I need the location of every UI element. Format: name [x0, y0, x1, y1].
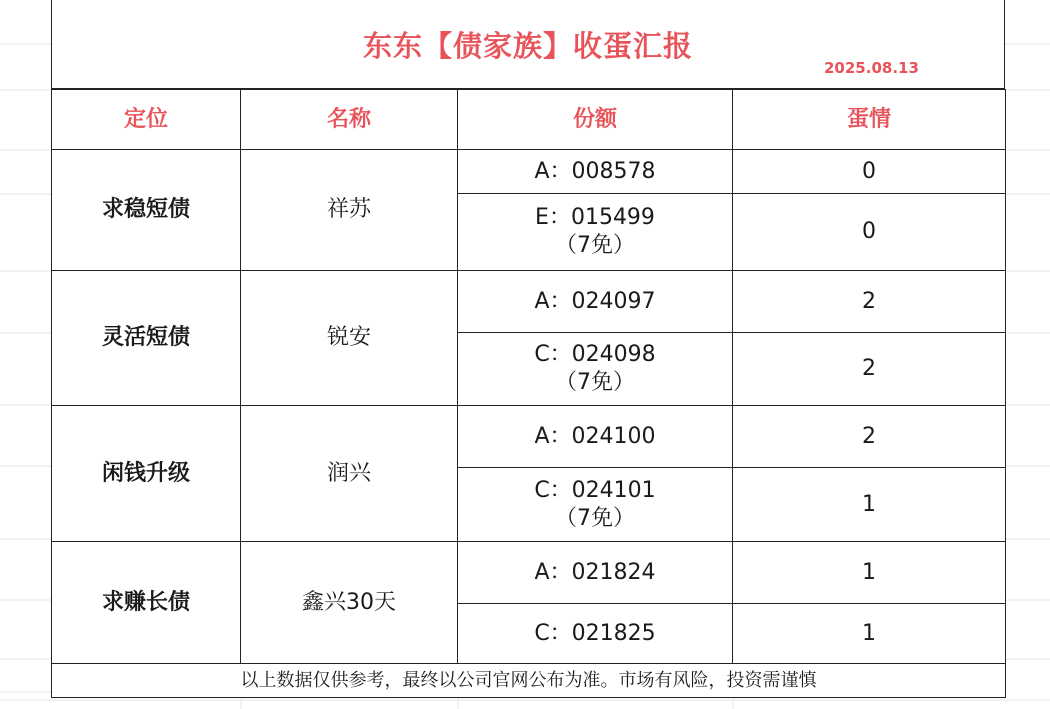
eggs-cell: 0 — [733, 194, 1006, 271]
share-code: C：024098 — [534, 342, 656, 367]
share-cell — [458, 406, 733, 468]
share-code: A：024097 — [534, 288, 656, 314]
share-code: A：008578 — [534, 158, 656, 184]
eggs-cell: 0 — [733, 150, 1006, 194]
share-code: E：015499 — [535, 205, 655, 230]
share-fee-note: （7免） — [555, 233, 635, 258]
eggs-cell: 2 — [733, 271, 1006, 333]
share-cell — [458, 271, 733, 333]
table-row — [52, 406, 1006, 468]
column-header-name: 名称 — [241, 90, 458, 150]
position-cell: 灵活短债 — [52, 271, 241, 406]
share-cell — [458, 150, 733, 194]
footer-row — [52, 664, 1006, 698]
share-code: A：024100 — [534, 423, 656, 449]
fund-table — [51, 89, 1006, 698]
fund-name-cell: 祥苏 — [241, 150, 458, 271]
share-fee-note: （7免） — [555, 370, 635, 395]
fund-name-cell: 润兴 — [241, 406, 458, 542]
share-code: C：024101 — [534, 477, 656, 503]
table-row — [52, 150, 1006, 194]
eggs-cell: 1 — [733, 604, 1006, 664]
share-cell — [458, 333, 733, 406]
header-row — [52, 90, 1006, 150]
share-cell — [458, 604, 733, 664]
share-code: A：021824 — [534, 559, 656, 585]
share-code: C：021825 — [534, 620, 656, 646]
column-header-share: 份额 — [458, 90, 733, 150]
table-row — [52, 542, 1006, 604]
column-header-position: 定位 — [52, 90, 241, 150]
share-cell — [458, 468, 733, 542]
report-date: 2025.08.13 — [824, 59, 919, 77]
position-cell: 求稳短债 — [52, 150, 241, 271]
position-cell: 闲钱升级 — [52, 406, 241, 542]
share-cell — [458, 542, 733, 604]
eggs-cell: 1 — [733, 542, 1006, 604]
fund-name-cell: 锐安 — [241, 271, 458, 406]
position-cell: 求赚长债 — [52, 542, 241, 664]
fund-name-cell: 鑫兴30天 — [241, 542, 458, 664]
share-fee-note: （7免） — [555, 505, 635, 531]
column-header-eggs: 蛋情 — [733, 90, 1006, 150]
table-row — [52, 271, 1006, 333]
title-area — [51, 0, 1005, 89]
report-sheet — [51, 0, 1005, 698]
eggs-cell: 2 — [733, 333, 1006, 406]
disclaimer: 以上数据仅供参考，最终以公司官网公布为准。市场有风险，投资需谨慎 — [52, 664, 1006, 698]
share-cell — [458, 194, 733, 271]
eggs-cell: 2 — [733, 406, 1006, 468]
eggs-cell: 1 — [733, 468, 1006, 542]
report-title: 东东【债家族】收蛋汇报 — [362, 29, 693, 63]
